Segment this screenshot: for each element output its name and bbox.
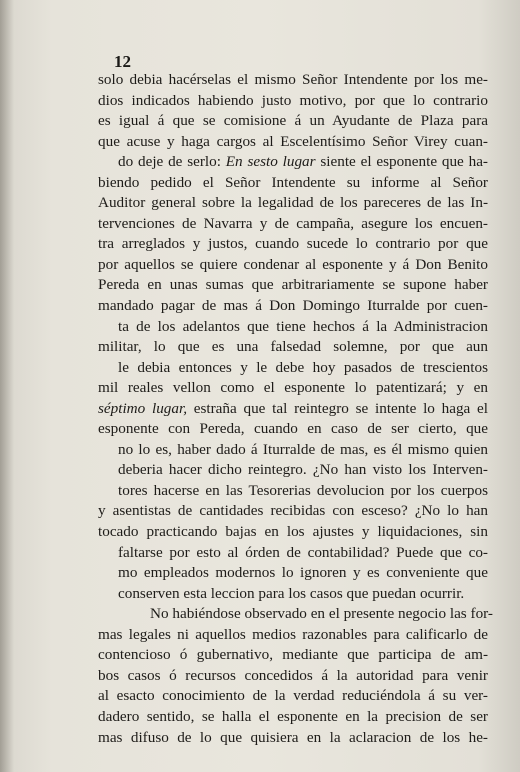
text-line: ta de los adelantos que tiene hechos á la Administracion <box>118 317 488 335</box>
binding-shadow <box>0 0 14 772</box>
text-line: mo empleados modernos lo ignoren y es conveniente que <box>118 564 488 582</box>
italic-phrase: séptimo lugar, <box>98 399 188 417</box>
text-line: faltarse por esto al órden de contabilidad? Puede que co- <box>118 543 488 561</box>
text-line: tocado practicando bajas en los ajustes y liquidaciones, sin <box>98 523 488 541</box>
text-line: bos casos ó recursos concedidos á la autoridad para venir <box>98 666 488 684</box>
text-line: mas legales ni aquellos medios razonables para calificarlo de <box>98 625 488 643</box>
text-line: y asentistas de cantidades recibidas con esceso? ¿No lo han <box>98 502 488 520</box>
text-line: que acuse y haga cargos al Escelentísimo Señor Virey cuan- <box>98 132 488 150</box>
body-text <box>98 70 493 748</box>
text-line: mandado pagar de mas á Don Domingo Iturralde por cuen- <box>98 297 488 315</box>
text-line: deberia hacer dicho reintegro. ¿No han visto los Interven- <box>118 461 488 479</box>
text-line: mas difuso de lo que quisiera en la aclaracion de los he- <box>98 728 488 746</box>
text-line: militar, lo que es una falsedad solemne, por que aun <box>98 338 488 356</box>
text-line: por aquellos se quiere condenar al esponente y á Don Benito <box>98 255 488 273</box>
text-line: conserven esta leccion para los casos que puedan ocurrir. <box>118 584 465 602</box>
text-line: dadero sentido, se halla el esponente en la precision de ser <box>98 707 488 725</box>
text-line: séptimo lugar, estraña que tal reintegro se intente lo haga el <box>98 399 488 417</box>
page-number: 12 <box>114 52 131 71</box>
text-line: al esacto conocimiento de la verdad reduciéndola á su ver- <box>98 687 488 705</box>
text-line: tores hacerse en las Tesorerias devolucion por los cuerpos <box>118 481 488 499</box>
text-line: no lo es, haber dado á Iturralde de mas, es él mismo quien <box>118 440 488 458</box>
italic-phrase: En sesto lugar <box>225 153 316 171</box>
text-line: do deje de serlo: En sesto lugar siente el esponente que ha- <box>118 153 488 171</box>
text-line: No habiéndose observado en el presente negocio las for- <box>150 605 493 623</box>
text-line: tra arreglados y justos, cuando sucede lo contrario por que <box>98 235 488 253</box>
text-line: es igual á que se comisione á un Ayudante de Plaza para <box>98 112 488 130</box>
text-line: mil reales vellon como el esponente lo patentizará; y en <box>98 379 488 397</box>
text-line: Auditor general sobre la legalidad de los pareceres de las In- <box>98 194 488 212</box>
text-line: biendo pedido el Señor Intendente su informe al Señor <box>98 173 488 191</box>
text-line: dios indicados habiendo justo motivo, por que lo contrario <box>98 91 488 109</box>
text-line: contencioso ó gubernativo, mediante que participa de am- <box>98 646 488 664</box>
text-line: esponente con Pereda, cuando en caso de ser cierto, que <box>98 420 488 438</box>
text-line: Pereda en unas sumas que arbitrariamente se supone haber <box>98 276 488 294</box>
text-line: le debia entonces y le debe hoy pasados de trescientos <box>118 358 488 376</box>
text-line: solo debia hacérselas el mismo Señor Intendente por los me- <box>98 71 488 88</box>
text-line: tervenciones de Navarra y de campaña, asegure los encuen- <box>98 214 488 232</box>
